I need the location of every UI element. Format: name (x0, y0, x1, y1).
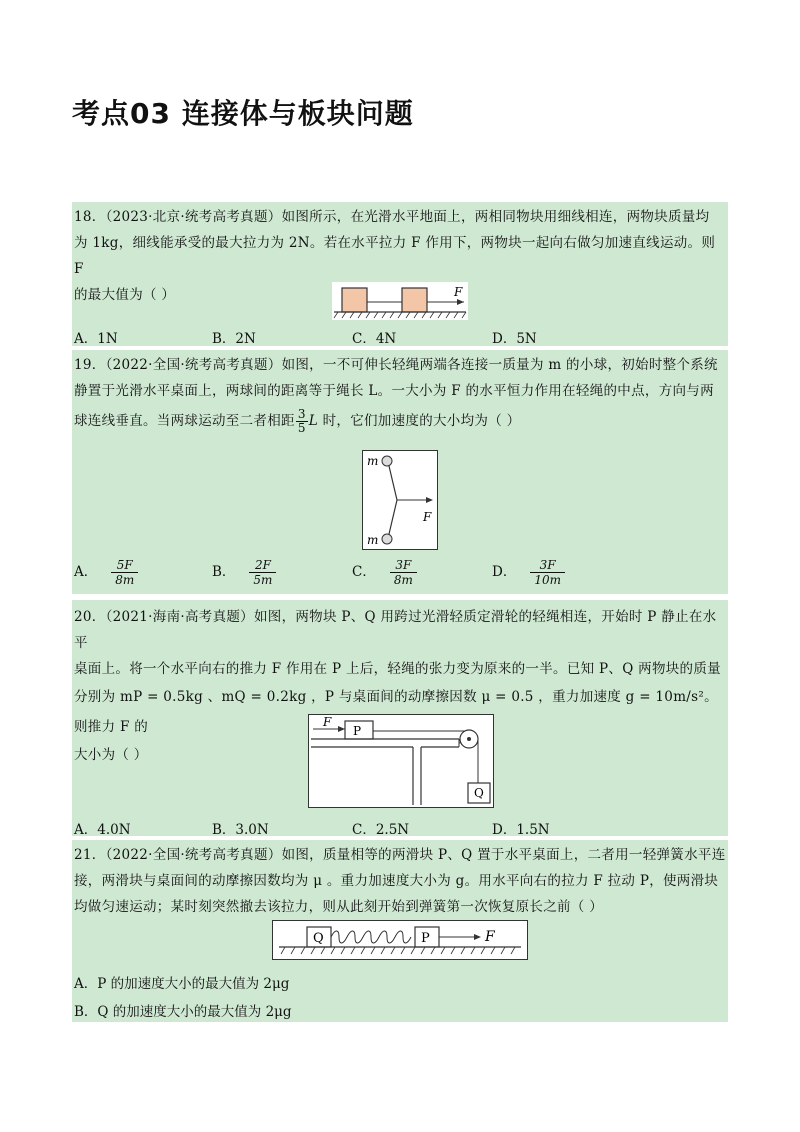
q19-option-b[interactable] (212, 558, 276, 587)
fraction-numerator: 3F (390, 558, 417, 573)
q21-option-b[interactable]: B．Q 的加速度大小的最大值为 2μg (74, 1004, 292, 1020)
frac-denominator: 5 (297, 421, 306, 435)
fraction-denominator: 8m (393, 573, 413, 587)
q18-option-c[interactable]: C．4N (352, 331, 397, 347)
q21-line2: 接，两滑块与桌面间的动摩擦因数均为 μ 。重力加速度大小为 g。用水平向右的拉力 F 拉动 P，使两滑块 (74, 873, 719, 889)
q18-line2: 为 1kg，细线能承受的最大拉力为 2N。若在水平拉力 F 作用下，两物块一起向右做匀加速直线运动。则 F (74, 235, 716, 277)
q20-line1: 20．（2021·海南·高考真题）如图，两物块 P、Q 用跨过光滑轻质定滑轮的轻绳相连，开始时 P 静止在水平 (74, 609, 717, 651)
spring-blocks-diagram (273, 921, 527, 959)
q20-figure (308, 714, 494, 808)
force-label: F (423, 510, 432, 524)
q19-line1: 19．（2022·全国·统考高考真题）如图，一不可伸长轻绳两端各连接一质量为 m 的小球，初始时整个系统 (74, 357, 718, 373)
q18-line1: 18．（2023·北京·统考高考真题）如图所示，在光滑水平地面上，两相同物块用细线相连，两物块质量均 (74, 209, 710, 225)
fraction-numerator: 3F (530, 558, 565, 573)
q19-option-d[interactable] (492, 558, 565, 587)
mass-label-bottom: m (367, 533, 379, 547)
two-blocks-diagram (332, 282, 468, 320)
question-21-text (74, 842, 726, 920)
mass-label-top: m (367, 454, 379, 468)
two-balls-rope-diagram (363, 451, 437, 549)
q19-line3-post: 时，它们加速度的大小均为（ ） (318, 413, 521, 429)
q20-option-b[interactable]: B．3.0N (212, 822, 269, 838)
q19-line3 (74, 404, 726, 438)
q21-line3: 均做匀速运动；某时刻突然撤去该拉力，则从此刻开始到弹簧第一次恢复原长之前（ ） (74, 899, 603, 915)
option-letter: B． (212, 564, 236, 580)
force-label: F (454, 285, 463, 299)
q21-line1: 21．（2022·全国·统考高考真题）如图，质量相等的两滑块 P、Q 置于水平桌面上，二者用一轻弹簧水平连 (74, 847, 726, 863)
q19-line3-pre: 球连线垂直。当两球运动至二者相距 (74, 413, 295, 429)
fraction-denominator: 5m (253, 573, 273, 587)
block-p-label: P (421, 931, 430, 946)
q21-option-a[interactable]: A．P 的加速度大小的最大值为 2μg (74, 976, 290, 992)
q21-figure (272, 920, 528, 960)
option-letter: C． (352, 564, 376, 580)
option-fraction (530, 558, 565, 587)
fraction-numerator: 2F (249, 558, 276, 573)
option-letter: A． (74, 564, 98, 580)
q20-option-c[interactable]: C．2.5N (352, 822, 410, 838)
three-fifths-fraction (296, 408, 308, 435)
q18-option-a[interactable]: A．1N (74, 331, 118, 347)
q20-option-d[interactable]: D．1.5N (492, 822, 550, 838)
q18-line3: 的最大值为（ ） (74, 287, 176, 303)
fraction-numerator: 5F (111, 558, 138, 573)
q18-option-b[interactable]: B．2N (212, 331, 256, 347)
option-fraction (249, 558, 276, 587)
q20-line4: 大小为（ ） (74, 747, 148, 763)
fraction-denominator: 8m (115, 573, 135, 587)
q20-option-a[interactable]: A．4.0N (74, 822, 131, 838)
q19-option-c[interactable] (352, 558, 417, 587)
frac-numerator: 3 (297, 407, 306, 421)
fraction-denominator: 10m (534, 573, 561, 587)
force-label: F (323, 715, 332, 729)
q19-option-a[interactable] (74, 558, 138, 587)
q18-figure (332, 282, 468, 320)
q20-line2: 桌面上。将一个水平向右的推力 F 作用在 P 上后，轻绳的张力变为原来的一半。已知 P、Q 两物块的质量 (74, 661, 721, 677)
q18-option-d[interactable]: D．5N (492, 331, 537, 347)
length-symbol: L (308, 413, 319, 429)
option-fraction (390, 558, 417, 587)
q19-figure (362, 450, 438, 550)
pulley-diagram (309, 715, 493, 807)
force-label: F (485, 929, 495, 945)
q19-line2: 静置于光滑水平桌面上，两球间的距离等于绳长 L。一大小为 F 的水平恒力作用在轻绳的中点，方向与两 (74, 383, 714, 399)
question-19-text (74, 352, 726, 438)
page-title: 考点03 连接体与板块问题 (72, 97, 414, 130)
block-q-label: Q (313, 931, 324, 946)
option-fraction (111, 558, 138, 587)
option-letter: D． (492, 564, 517, 580)
q20-line3: 分别为 mP = 0.5kg 、mQ = 0.2kg ，P 与桌面间的动摩擦因数 μ = 0.5 ，重力加速度 g = 10m/s²。则推力 F 的 (74, 689, 718, 735)
block-q-label: Q (474, 786, 484, 800)
block-p-label: P (353, 724, 362, 738)
